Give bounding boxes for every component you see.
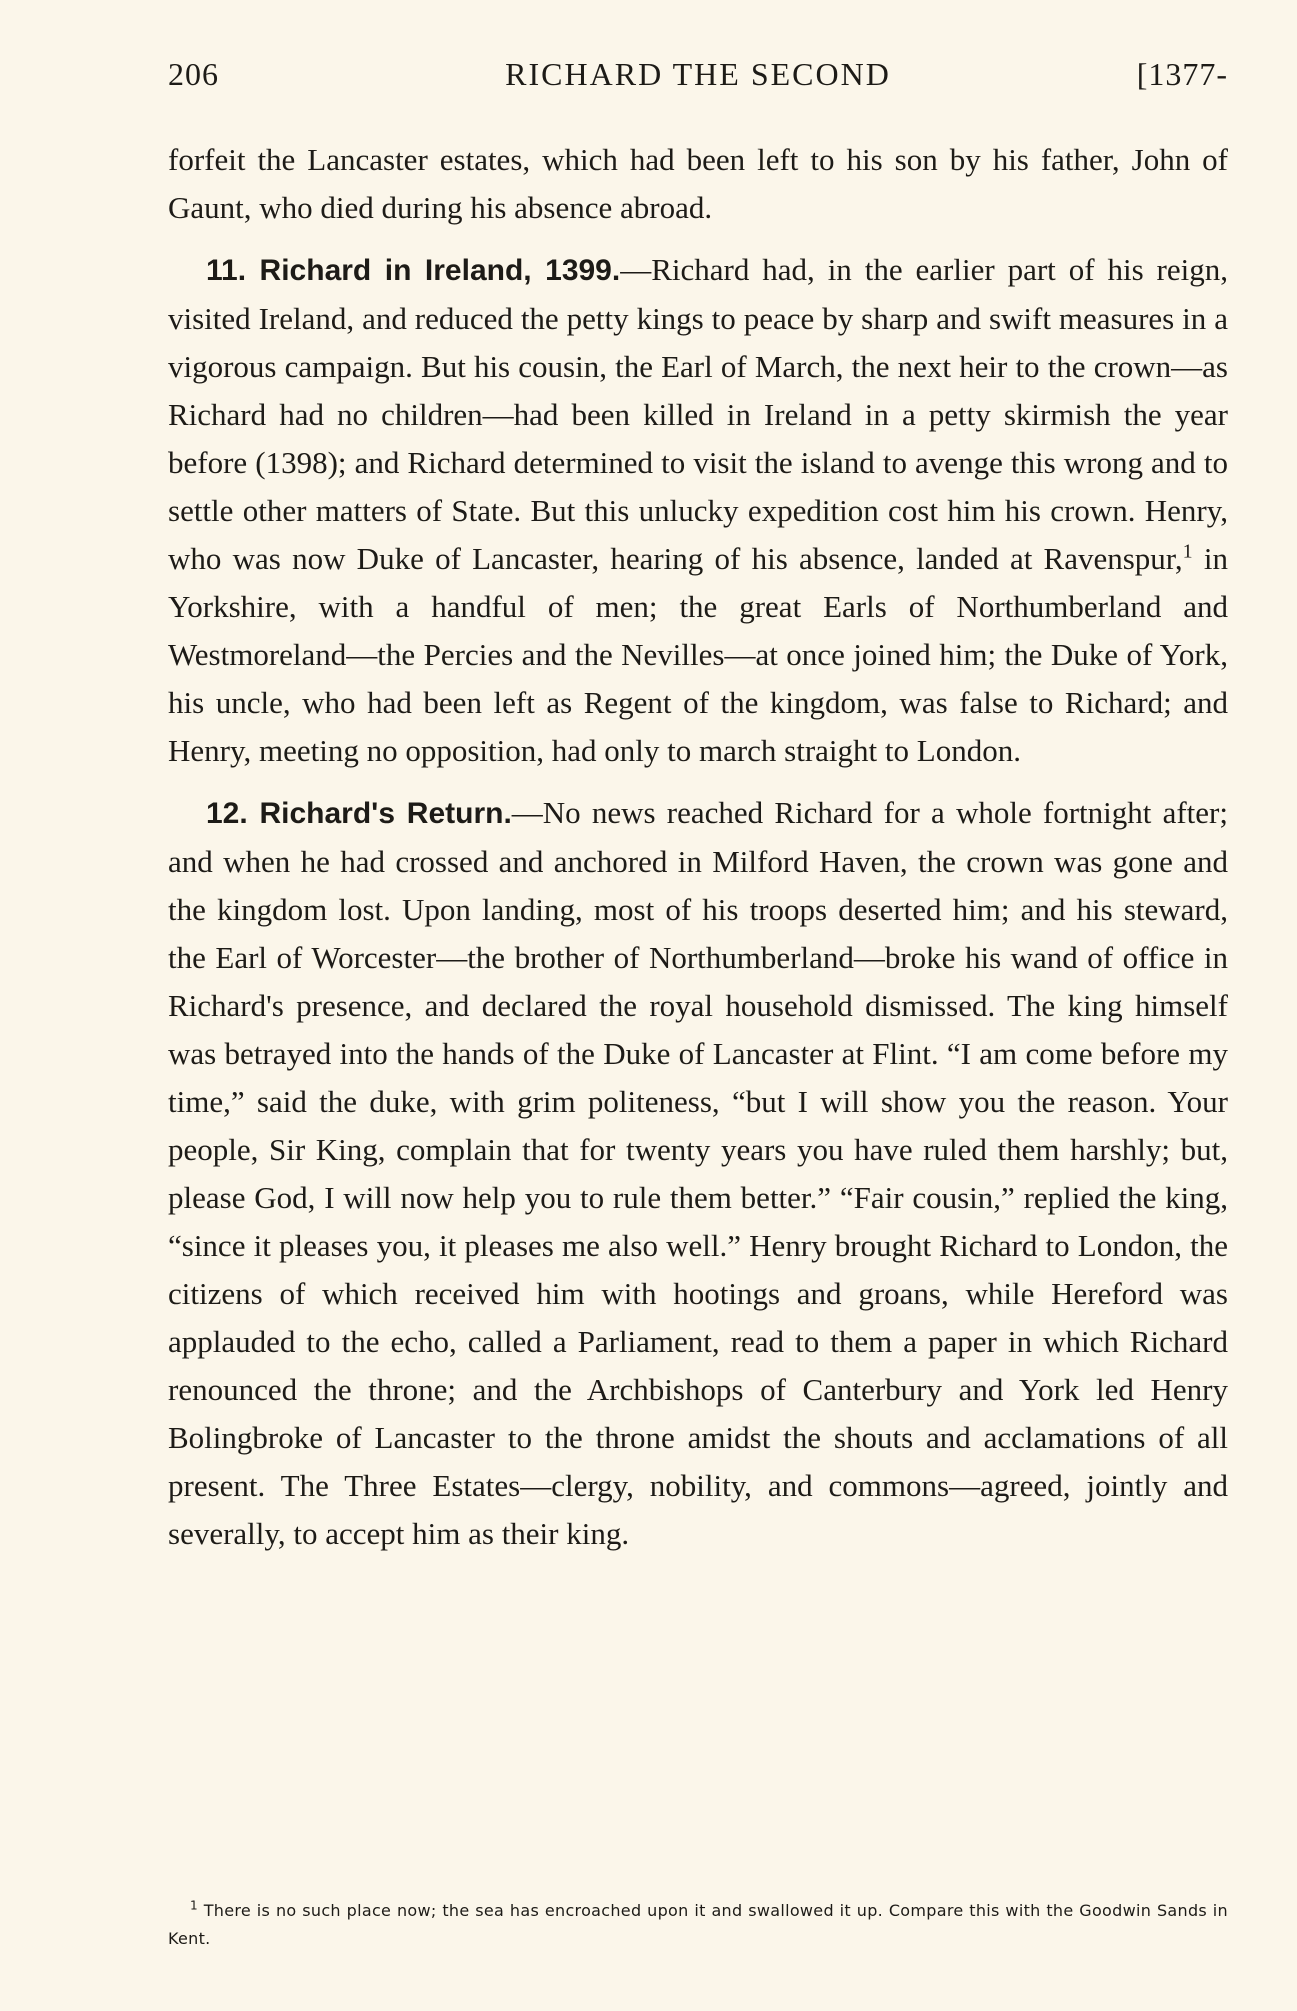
paragraph-continued <box>168 136 1228 232</box>
paragraph-text: —Richard had, in the earlier part of his reign, visited Ireland, and reduced the petty kings to peace by sharp and swift measures in a vigorous campaign. But his cousin, the Earl of March, the next heir to the crown—as Richard had no children—had been killed in Ireland in a petty skirmish the year before (1398); and Richard determined to visit the island to avenge this wrong and to settle other matters of State. But this unlucky expedition cost him his crown. Henry, who was now Duke of Lancaster, hearing of his absence, landed at Ravenspur, <box>168 252 1228 576</box>
body-text <box>168 136 1228 1572</box>
section-heading: 11. Richard in Ireland, 1399. <box>206 254 621 287</box>
paragraph-text: in Yorkshire, with a handful of men; the great Earls of Northumberland and Westmoreland—the Percies and the Nevilles—at once joined him; the Duke of York, his uncle, who had been left as Regent of the kingdom, was false to Richard; and Henry, meeting no opposition, had only to march straight to London. <box>168 541 1228 768</box>
section-heading: 12. Richard's Return. <box>206 797 512 830</box>
footnote-reference: 1 <box>1182 540 1193 563</box>
paragraph-text: —No news reached Richard for a whole fortnight after; and when he had crossed and anchored in Milford Haven, the crown was gone and the kingdom lost. Upon landing, most of his troops deserted him; and his steward, the Earl of Worcester—the brother of Northumberland—broke his wand of office in Richard's presence, and declared the royal household dismissed. The king himself was betrayed into the hands of the Duke of Lancaster at Flint. “I am come before my time,” said the duke, with grim politeness, “but I will show you the reason. Your people, Sir King, complain that for twenty years you have ruled them harshly; but, please God, I will now help you to rule them better.” “Fair cousin,” replied the king, “since it pleases you, it pleases me also well.” Henry brought Richard to London, the citizens of which received him with hootings and groans, while Hereford was applauded to the echo, called a Parliament, read to them a paper in which Richard renounced the throne; and the Archbishops of Canterbury and York led Henry Bolingbroke of Lancaster to the throne amidst the shouts and acclamations of all present. The Three Estates—clergy, nobility, and commons—agreed, jointly and severally, to accept him as their king. <box>168 795 1228 1551</box>
running-title: RICHARD THE SECOND <box>505 56 891 92</box>
paragraph-text: forfeit the Lancaster estates, which had been left to his son by his father, John of Gaunt, who died during his absence abroad. <box>168 142 1228 225</box>
footnote-marker: 1 <box>190 1898 198 1913</box>
section-11 <box>168 246 1228 775</box>
running-year: [1377- <box>1136 56 1228 92</box>
page-number: 206 <box>168 56 219 92</box>
section-12 <box>168 789 1228 1558</box>
running-head <box>168 56 1228 104</box>
footnote-text: There is no such place now; the sea has encroached upon it and swallowed it up. Compare this with the Goodwin Sands in Kent. <box>168 1901 1228 1948</box>
footnote <box>168 1897 1228 1953</box>
